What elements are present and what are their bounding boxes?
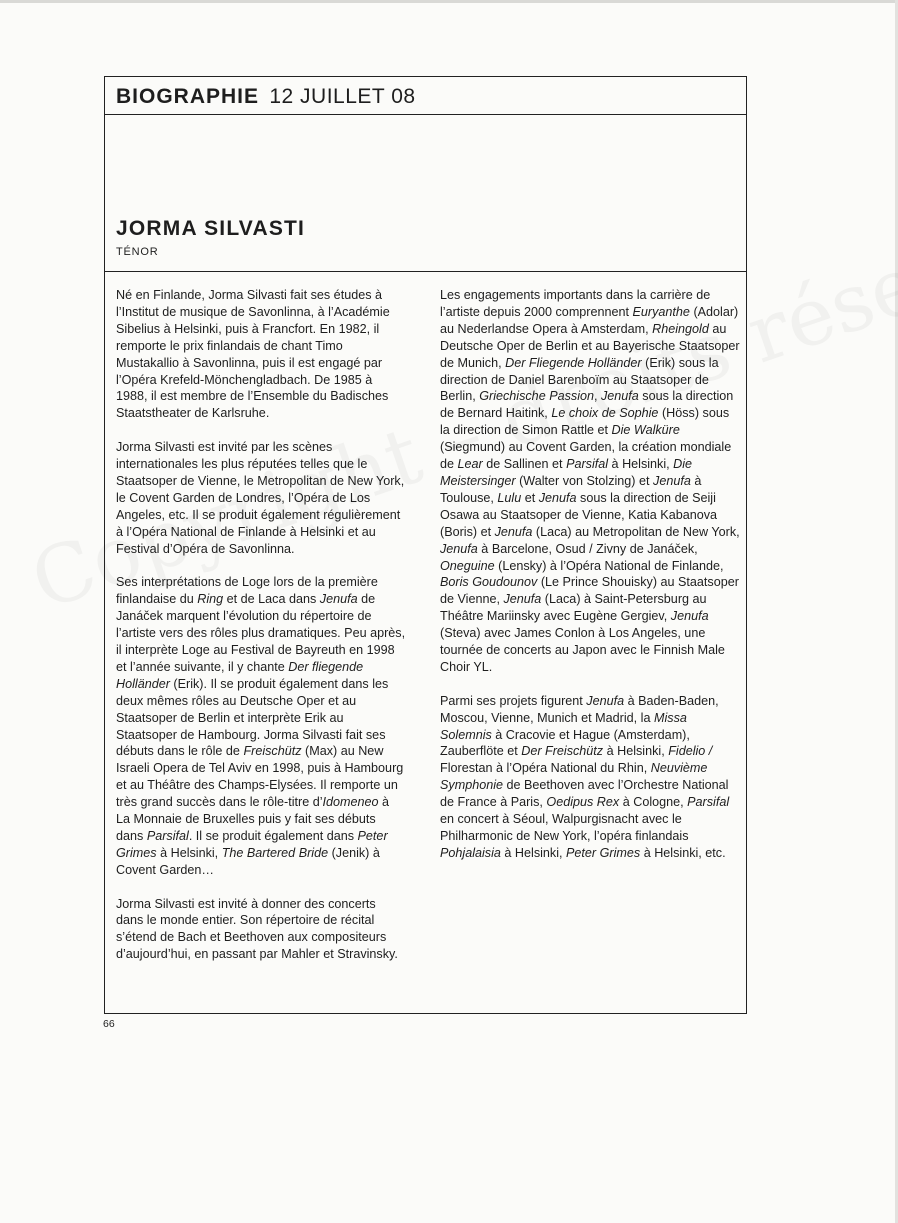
biography-paragraph <box>116 574 406 878</box>
work-title: Fidelio / <box>668 744 713 759</box>
work-title: Die Walküre <box>611 423 680 438</box>
text-run: . Il se produit également dans <box>188 828 358 843</box>
text-run: (Laca) au Metropolitan de New York, <box>532 524 740 539</box>
text-run: (Laca) à Saint-Petersburg au Théâtre Mariinsky avec Eugène Gergiev, <box>440 592 707 624</box>
work-title: Jenufa <box>670 609 709 624</box>
work-title: Oedipus Rex <box>546 795 620 810</box>
heading-divider <box>105 271 746 272</box>
text-run: Ses interprétations de Loge lors de la première finlandaise du <box>116 575 378 607</box>
text-run: Florestan à l’Opéra National du Rhin, <box>440 761 651 776</box>
work-title: Griechische Passion <box>479 389 594 404</box>
biography-paragraph <box>440 693 742 862</box>
text-run: (Le Prince Shouisky) au Staatsoper de Vienne, <box>440 575 739 607</box>
text-run: (Erik). Il se produit également dans les deux mêmes rôles au Deutsche Oper et au Staatsoper de Berlin et interprète Erik au Staatsoper de Hambourg. Jorma Silvasti fait ses débuts dans le rôle de <box>116 676 389 759</box>
text-run: à Toulouse, <box>440 473 702 505</box>
scan-edge-top <box>0 0 898 3</box>
work-title: Peter Grimes <box>566 845 641 860</box>
work-title: Jenufa <box>586 693 625 708</box>
biography-paragraph <box>116 439 406 557</box>
work-title: Pohjalaisia <box>440 845 501 860</box>
text-run: (Erik) sous la direction de Daniel Barenboïm au Staatsoper de Berlin, <box>440 355 719 404</box>
work-title: Lear <box>457 457 483 472</box>
work-title: Jenufa <box>503 592 542 607</box>
text-run: , <box>594 389 601 404</box>
work-title: Jenufa <box>653 473 691 488</box>
text-run: à Barcelone, Osud / Zivny de Janáček, <box>477 541 698 556</box>
biography-column-right <box>440 287 742 879</box>
work-title: Neuvième Symphonie <box>440 761 708 793</box>
work-title: Jenufa <box>601 389 639 404</box>
work-title: Lulu <box>497 490 522 505</box>
work-title: Jenufa <box>440 541 478 556</box>
text-run: Jorma Silvasti est invité par les scènes internationales les plus réputées telles que le Staatsoper de Vienne, le Metropolitan de New York, le Covent Garden de Londres, l’Opéra de Los Angeles, etc. Il se produit également régulièrement à l’Opéra National de Finlande à Helsinki et au Festival d’Opéra de Savonlinna. <box>116 440 405 556</box>
text-run: de Beethoven avec l’Orchestre National de France à Paris, <box>440 778 729 810</box>
work-title: Freischütz <box>243 744 302 759</box>
text-run: à Helsinki, <box>603 744 669 759</box>
work-title: Der Freischütz <box>521 744 604 759</box>
work-title: Der fliegende Holländer <box>116 659 364 691</box>
text-run: (Adolar) au Nederlandse Opera à Amsterdam, <box>440 304 739 336</box>
text-run: Jorma Silvasti est invité à donner des concerts dans le monde entier. Son répertoire de récital s’étend de Bach et Beethoven aux compositeurs d’aujourd’hui, en passant par Mahler et Stravinsky. <box>116 896 398 962</box>
text-run: (Max) au New Israeli Opera de Tel Aviv en 1998, puis à Hambourg et au Théâtre des Champs-Elysées. Il remporte un très grand succès dans le rôle-titre d’ <box>116 744 404 810</box>
work-title: Parsifal <box>566 457 609 472</box>
text-run: (Walter von Stolzing) et <box>515 473 654 488</box>
work-title: Ring <box>197 592 224 607</box>
text-run: et <box>521 490 539 505</box>
text-run: au Deutsche Oper de Berlin et au Bayerische Staatsoper de Munich, <box>440 321 740 370</box>
work-title: Jenufa <box>494 524 533 539</box>
work-title: Oneguine <box>440 558 495 573</box>
text-run: de Sallinen et <box>482 457 567 472</box>
text-run: à Cologne, <box>619 795 688 810</box>
work-title: Rheingold <box>652 321 709 336</box>
text-run: à Helsinki, <box>500 845 567 860</box>
page-number: 66 <box>103 1018 115 1030</box>
voice-type: TÉNOR <box>116 246 159 258</box>
text-run: sous la direction de Bernard Haitink, <box>440 389 734 421</box>
biography-paragraph <box>116 287 406 422</box>
artist-heading <box>116 217 305 258</box>
work-title: Parsifal <box>687 795 730 810</box>
biography-paragraph <box>116 896 406 964</box>
work-title: Die Meistersinger <box>440 457 693 488</box>
text-run: de Janáček marquent l’évolution du répertoire de l’artiste vers des rôles plus dramatiques. Peu après, il interprète Loge au Festival de Bayreuth en 1998 et l’année suivante, il y chante <box>116 592 406 674</box>
biography-frame <box>104 76 747 1014</box>
work-title: Parsifal <box>146 828 189 843</box>
text-run: (Jenik) à Covent Garden… <box>116 845 380 877</box>
text-run: (Höss) sous la direction de Simon Rattle et <box>440 406 730 438</box>
work-title: Boris Goudounov <box>440 575 538 590</box>
work-title: Der Fliegende Holländer <box>505 355 642 370</box>
section-kicker: BIOGRAPHIE <box>116 85 260 108</box>
biography-paragraph <box>440 287 742 676</box>
text-run: et de Laca dans <box>223 592 320 607</box>
artist-name: JORMA SILVASTI <box>116 217 306 240</box>
text-run: à Helsinki, etc. <box>640 845 726 860</box>
work-title: Idomeneo <box>322 795 379 810</box>
text-run: à Helsinki, <box>156 845 222 860</box>
text-run: à Cracovie et Hague (Amsterdam), Zauberflöte et <box>440 727 690 759</box>
text-run: à La Monnaie de Bruxelles puis y fait ses débuts dans <box>116 795 390 843</box>
work-title: Euryanthe <box>632 304 690 319</box>
work-title: Peter Grimes <box>116 828 388 860</box>
text-run: à Baden-Baden, Moscou, Vienne, Munich et Madrid, la <box>440 693 719 725</box>
section-header <box>105 77 746 115</box>
text-run: Les engagements importants dans la carrière de l’artiste depuis 2000 comprennent <box>440 288 711 319</box>
text-run: Né en Finlande, Jorma Silvasti fait ses études à l’Institut de musique de Savonlinna, à l’Académie Sibelius à Helsinki, puis à Francfort. En 1982, il remporte le prix finlandais de chant Timo Mustakallio à Savonlinna, puis il est engagé par l’Opéra Krefeld-Mönchengladbach. De 1985 à 1988, il est membre de l’Ensemble du Badisches Staatstheater de Karlsruhe. <box>116 288 390 421</box>
text-run: Parmi ses projets figurent <box>440 693 587 708</box>
text-run: (Siegmund) au Covent Garden, la création mondiale de <box>440 440 732 472</box>
biography-column-left <box>116 287 406 980</box>
text-run: en concert à Séoul, Walpurgisnacht avec le Philharmonic de New York, l’opéra finlandais <box>440 812 689 843</box>
work-title: The Bartered Bride <box>221 845 329 860</box>
work-title: Jenufa <box>538 490 577 505</box>
work-title: Jenufa <box>319 592 358 607</box>
work-title: Missa Solemnis <box>440 710 687 742</box>
text-run: sous la direction de Seiji Osawa au Staatsoper de Vienne, Katia Kabanova (Boris) et <box>440 490 718 539</box>
work-title: Le choix de Sophie <box>551 406 659 421</box>
text-run: (Lensky) à l’Opéra National de Finlande, <box>494 558 724 573</box>
performance-date: 12 JUILLET 08 <box>269 85 416 108</box>
text-run: (Steva) avec James Conlon à Los Angeles, une tournée de concerts au Japon avec le Finnish Male Choir YL. <box>440 626 725 674</box>
text-run: à Helsinki, <box>608 457 674 472</box>
